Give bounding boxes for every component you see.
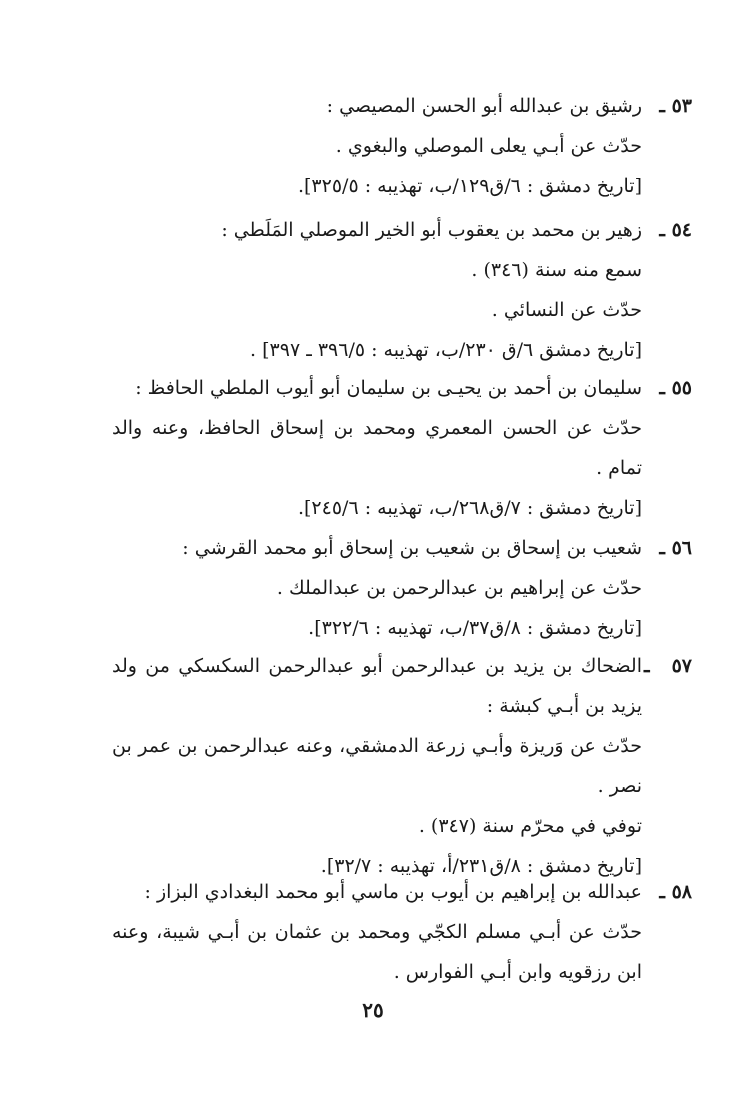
entry-title-continued: يزيد بن أبـي كبشة : xyxy=(486,695,642,717)
entry-reference: [تاريخ دمشق : ٨/ق٣٧/ب، تهذيبه : ٣٢٢/٦]. xyxy=(308,617,642,639)
entry-title: شعيب بن إسحاق بن شعيب بن إسحاق أبو محمد القرشي : xyxy=(182,537,642,559)
entry-heading xyxy=(112,368,692,408)
entry-reference: [تاريخ دمشق : ٨/ق٢٣١/أ، تهذيبه : ٣٢/٧]. xyxy=(320,855,642,877)
entry-55 xyxy=(112,368,692,528)
entry-heading xyxy=(112,872,692,912)
entry-text: حدّث عن الحسن المعمري ومحمد بن إسحاق الحافظ، وعنه والد xyxy=(112,417,642,439)
entry-text: سمع منه سنة (٣٤٦) . xyxy=(471,259,642,281)
entry-heading xyxy=(112,86,692,126)
entry-text: حدّث عن وَريزة وأبـي زرعة الدمشقي، وعنه عبدالرحمن بن عمر بن xyxy=(112,735,642,757)
entry-reference: [تاريخ دمشق ٦/ق ٢٣٠/ب، تهذيبه : ٣٩٦/٥ ـ ٣٩٧] . xyxy=(250,339,642,361)
entry-reference: [تاريخ دمشق : ٧/ق٢٦٨/ب، تهذيبه : ٢٤٥/٦]. xyxy=(297,497,642,519)
entry-title: عبدالله بن إبراهيم بن أيوب بن ماسي أبو محمد البغدادي البزاز : xyxy=(144,881,642,903)
entry-text: حدّث عن أبـي يعلى الموصلي والبغوي . xyxy=(335,135,642,157)
entry-number: ٥٤ ـ xyxy=(659,219,692,241)
entry-number: ٥٦ ـ xyxy=(659,537,692,559)
entry-title: زهير بن محمد بن يعقوب أبو الخير الموصلي المَلَطي : xyxy=(221,219,642,241)
entry-heading xyxy=(112,528,692,568)
entry-56 xyxy=(112,528,692,648)
entry-57 xyxy=(112,646,692,886)
entry-title: الضحاك بن يزيد بن عبدالرحمن أبو عبدالرحمن السكسكي من ولد xyxy=(112,655,642,677)
entry-53 xyxy=(112,86,692,206)
entry-reference: [تاريخ دمشق : ٦/ق١٢٩/ب، تهذيبه : ٣٢٥/٥]. xyxy=(297,175,642,197)
entry-text: ابن رزقويه وابن أبـي الفوارس . xyxy=(393,961,642,983)
entry-54 xyxy=(112,210,692,370)
entry-title: سليمان بن أحمد بن يحيـى بن سليمان أبو أيوب الملطي الحافظ : xyxy=(135,377,642,399)
entry-heading xyxy=(112,210,692,250)
entry-58 xyxy=(112,872,692,992)
entry-number: ٥٥ ـ xyxy=(659,377,692,399)
entry-text: حدّث عن النسائي . xyxy=(491,299,642,321)
entry-text: حدّث عن أبـي مسلم الكجّي ومحمد بن عثمان بن أبـي شيبة، وعنه xyxy=(112,921,642,943)
page-number: ٢٥ xyxy=(362,998,384,1022)
entry-number: ٥٣ ـ xyxy=(659,95,692,117)
entry-title: رشيق بن عبدالله أبو الحسن المصيصي : xyxy=(326,95,642,117)
entry-text: حدّث عن إبراهيم بن عبدالرحمن بن عبدالملك . xyxy=(276,577,642,599)
entry-text: تمام . xyxy=(596,457,642,479)
entry-number: ٥٨ ـ xyxy=(659,881,692,903)
entry-text: توفي في محرّم سنة (٣٤٧) . xyxy=(418,815,642,837)
entry-heading xyxy=(112,646,692,686)
entry-number: ٥٧ ـ xyxy=(644,655,692,677)
entry-text: نصر . xyxy=(597,775,642,797)
